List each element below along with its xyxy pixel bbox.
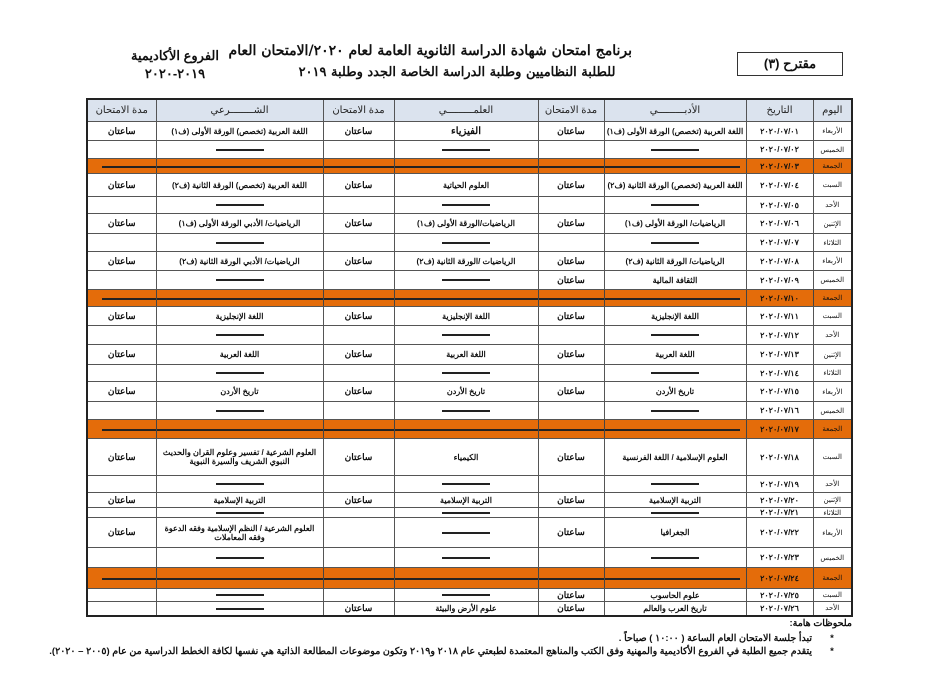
literary-subject-cell: تاريخ الأردن — [604, 382, 746, 402]
scientific-subject-cell: العلوم الحياتية — [394, 174, 538, 197]
branch-info — [95, 47, 255, 83]
table-row — [87, 234, 852, 252]
sharia-subject-cell — [156, 602, 323, 616]
day-cell: الخميس — [813, 271, 852, 290]
day-cell: الجمعة — [813, 420, 852, 439]
literary-duration-cell: ساعتان — [538, 122, 604, 141]
table-row — [87, 508, 852, 518]
sharia-duration-cell: ساعتان — [87, 493, 156, 508]
no-exam-dash-icon — [216, 608, 264, 610]
holiday-strike-cell — [323, 568, 394, 589]
day-cell: الثلاثاء — [813, 508, 852, 518]
literary-duration-cell: ساعتان — [538, 518, 604, 548]
literary-duration-cell — [538, 402, 604, 420]
day-cell: السبت — [813, 589, 852, 602]
no-exam-dash-icon — [216, 204, 264, 206]
day-cell: الأحد — [813, 602, 852, 616]
holiday-strike-cell — [604, 159, 746, 174]
date-cell: ٢٠٢٠/٠٧/٠٤ — [746, 174, 813, 197]
scientific-subject-cell — [394, 518, 538, 548]
literary-subject-cell — [604, 234, 746, 252]
no-exam-dash-icon — [442, 557, 490, 559]
scientific-subject-cell — [394, 402, 538, 420]
date-cell: ٢٠٢٠/٠٧/١٦ — [746, 402, 813, 420]
no-exam-dash-icon — [442, 334, 490, 336]
header-sharia: الشــــــــرعي — [156, 99, 323, 122]
friday-row — [87, 159, 852, 174]
branch-year: ٢٠١٩-٢٠٢٠ — [144, 66, 206, 81]
scientific-subject-cell — [394, 548, 538, 568]
scientific-subject-cell — [394, 365, 538, 382]
literary-duration-cell: ساعتان — [538, 345, 604, 365]
sharia-duration-cell — [87, 589, 156, 602]
scientific-subject-cell — [394, 197, 538, 214]
day-cell: الأحد — [813, 326, 852, 345]
literary-duration-cell: ساعتان — [538, 271, 604, 290]
sharia-duration-cell — [87, 197, 156, 214]
literary-subject-cell: تاريخ العرب والعالم — [604, 602, 746, 616]
no-exam-dash-icon — [651, 334, 699, 336]
header-literary-duration: مدة الامتحان — [538, 99, 604, 122]
table-row — [87, 589, 852, 602]
no-exam-dash-icon — [651, 149, 699, 151]
literary-duration-cell: ساعتان — [538, 252, 604, 271]
scientific-subject-cell: تاريخ الأردن — [394, 382, 538, 402]
header-scientific-duration: مدة الامتحان — [323, 99, 394, 122]
table-row — [87, 548, 852, 568]
literary-subject-cell: الجغرافيا — [604, 518, 746, 548]
literary-subject-cell: العلوم الإسلامية / اللغة الفرنسية — [604, 439, 746, 476]
no-exam-dash-icon — [651, 372, 699, 374]
literary-subject-cell: الثقافة المالية — [604, 271, 746, 290]
literary-duration-cell — [538, 197, 604, 214]
date-cell: ٢٠٢٠/٠٧/١٥ — [746, 382, 813, 402]
literary-duration-cell — [538, 326, 604, 345]
document-title — [228, 40, 632, 84]
date-cell: ٢٠٢٠/٠٧/٠١ — [746, 122, 813, 141]
no-exam-dash-icon — [216, 410, 264, 412]
literary-duration-cell: ساعتان — [538, 602, 604, 616]
date-cell: ٢٠٢٠/٠٧/٠٨ — [746, 252, 813, 271]
day-cell: السبت — [813, 439, 852, 476]
scientific-duration-cell — [323, 548, 394, 568]
friday-row — [87, 420, 852, 439]
table-row — [87, 345, 852, 365]
literary-duration-cell: ساعتان — [538, 439, 604, 476]
proposal-label: مقترح (٣) — [737, 52, 843, 76]
no-exam-dash-icon — [216, 594, 264, 596]
day-cell: السبت — [813, 307, 852, 326]
table-body — [87, 122, 852, 616]
header-scientific: العلمـــــــــي — [394, 99, 538, 122]
note-item — [70, 632, 852, 645]
date-cell: ٢٠٢٠/٠٧/٢٣ — [746, 548, 813, 568]
holiday-strike-cell — [538, 159, 604, 174]
scientific-subject-cell: الكيمياء — [394, 439, 538, 476]
sharia-subject-cell: الرياضيات/ الأدبي الورقة الثانية (ف٢) — [156, 252, 323, 271]
scientific-duration-cell — [323, 197, 394, 214]
no-exam-dash-icon — [442, 512, 490, 514]
sharia-subject-cell: اللغة العربية (تخصص) الورقة الثانية (ف٢) — [156, 174, 323, 197]
title-line-1: برنامج امتحان شهادة الدراسة الثانوية العامة لعام ٢٠٢٠/الامتحان العام — [228, 43, 632, 59]
holiday-strike-cell — [394, 290, 538, 307]
sharia-duration-cell: ساعتان — [87, 439, 156, 476]
holiday-strike-cell — [156, 159, 323, 174]
header-day: اليوم — [813, 99, 852, 122]
scientific-subject-cell: الرياضيات/الورقة الأولى (ف١) — [394, 214, 538, 234]
literary-subject-cell — [604, 326, 746, 345]
table-header-row — [87, 99, 852, 122]
scientific-duration-cell — [323, 326, 394, 345]
scientific-subject-cell — [394, 508, 538, 518]
sharia-subject-cell: التربية الإسلامية — [156, 493, 323, 508]
table-row — [87, 307, 852, 326]
no-exam-dash-icon — [216, 149, 264, 151]
literary-subject-cell: الرياضيات/ الورقة الثانية (ف٢) — [604, 252, 746, 271]
scientific-duration-cell — [323, 365, 394, 382]
no-exam-dash-icon — [442, 242, 490, 244]
scientific-duration-cell: ساعتان — [323, 214, 394, 234]
branch-title: الفروع الأكاديمية — [131, 48, 219, 63]
no-exam-dash-icon — [216, 279, 264, 281]
sharia-duration-cell — [87, 508, 156, 518]
day-cell: الخميس — [813, 141, 852, 159]
holiday-strike-cell — [604, 290, 746, 307]
no-exam-dash-icon — [442, 204, 490, 206]
literary-subject-cell — [604, 548, 746, 568]
sharia-subject-cell: اللغة العربية — [156, 345, 323, 365]
sharia-subject-cell — [156, 365, 323, 382]
scientific-duration-cell — [323, 141, 394, 159]
sharia-duration-cell: ساعتان — [87, 518, 156, 548]
bullet-icon: * — [830, 646, 834, 657]
date-cell: ٢٠٢٠/٠٧/٠٣ — [746, 159, 813, 174]
date-cell: ٢٠٢٠/٠٧/٢٦ — [746, 602, 813, 616]
note-text: تبدأ جلسة الامتحان العام الساعة ( ١٠:٠٠ ) صباحاً . — [618, 633, 812, 644]
holiday-strike-cell — [394, 420, 538, 439]
scientific-subject-cell: اللغة الإنجليزية — [394, 307, 538, 326]
sharia-subject-cell — [156, 234, 323, 252]
holiday-strike-cell — [156, 290, 323, 307]
sharia-duration-cell — [87, 141, 156, 159]
table-row — [87, 141, 852, 159]
holiday-strike-cell — [394, 159, 538, 174]
scientific-duration-cell: ساعتان — [323, 439, 394, 476]
table-row — [87, 493, 852, 508]
sharia-duration-cell: ساعتان — [87, 307, 156, 326]
holiday-strike-cell — [323, 290, 394, 307]
sharia-duration-cell — [87, 271, 156, 290]
literary-subject-cell: اللغة العربية (تخصص) الورقة الثانية (ف٢) — [604, 174, 746, 197]
scientific-duration-cell — [323, 271, 394, 290]
literary-subject-cell: اللغة الإنجليزية — [604, 307, 746, 326]
sharia-subject-cell — [156, 197, 323, 214]
note-item — [49, 645, 852, 658]
date-cell: ٢٠٢٠/٠٧/١٤ — [746, 365, 813, 382]
no-exam-dash-icon — [216, 372, 264, 374]
no-exam-dash-icon — [651, 204, 699, 206]
day-cell: الأربعاء — [813, 518, 852, 548]
day-cell: الجمعة — [813, 568, 852, 589]
date-cell: ٢٠٢٠/٠٧/٢١ — [746, 508, 813, 518]
date-cell: ٢٠٢٠/٠٧/١٧ — [746, 420, 813, 439]
day-cell: الإثنين — [813, 493, 852, 508]
scientific-subject-cell: علوم الأرض والبيئة — [394, 602, 538, 616]
literary-duration-cell: ساعتان — [538, 493, 604, 508]
holiday-strike-cell — [604, 420, 746, 439]
sharia-duration-cell — [87, 548, 156, 568]
table-row — [87, 518, 852, 548]
scientific-subject-cell — [394, 271, 538, 290]
literary-duration-cell: ساعتان — [538, 174, 604, 197]
scientific-subject-cell — [394, 589, 538, 602]
table-row — [87, 122, 852, 141]
literary-subject-cell: علوم الحاسوب — [604, 589, 746, 602]
day-cell: الثلاثاء — [813, 365, 852, 382]
sharia-duration-cell — [87, 234, 156, 252]
bullet-icon: * — [830, 633, 834, 644]
day-cell: الخميس — [813, 548, 852, 568]
literary-duration-cell — [538, 141, 604, 159]
table-row — [87, 271, 852, 290]
scientific-duration-cell — [323, 476, 394, 493]
scientific-subject-cell: التربية الإسلامية — [394, 493, 538, 508]
sharia-subject-cell: العلوم الشرعية / النظم الإسلامية وفقه الدعوة وفقه المعاملات — [156, 518, 323, 548]
sharia-subject-cell — [156, 402, 323, 420]
no-exam-dash-icon — [442, 483, 490, 485]
date-cell: ٢٠٢٠/٠٧/١٣ — [746, 345, 813, 365]
scientific-duration-cell — [323, 589, 394, 602]
table-row — [87, 365, 852, 382]
scientific-subject-cell — [394, 326, 538, 345]
sharia-subject-cell — [156, 271, 323, 290]
scientific-duration-cell: ساعتان — [323, 252, 394, 271]
literary-subject-cell — [604, 508, 746, 518]
no-exam-dash-icon — [442, 532, 490, 534]
holiday-strike-cell — [538, 420, 604, 439]
scientific-duration-cell: ساعتان — [323, 345, 394, 365]
holiday-strike-cell — [538, 568, 604, 589]
scientific-subject-cell: الرياضيات /الورقة الثانية (ف٢) — [394, 252, 538, 271]
table-row — [87, 402, 852, 420]
literary-duration-cell: ساعتان — [538, 382, 604, 402]
table-row — [87, 476, 852, 493]
holiday-strike-cell — [87, 420, 156, 439]
sharia-duration-cell — [87, 365, 156, 382]
day-cell: السبت — [813, 174, 852, 197]
sharia-subject-cell: العلوم الشرعية / تفسير وعلوم القران والحديث النبوي الشريف والسيرة النبوية — [156, 439, 323, 476]
sharia-duration-cell — [87, 402, 156, 420]
literary-subject-cell — [604, 476, 746, 493]
day-cell: الأربعاء — [813, 252, 852, 271]
literary-subject-cell — [604, 197, 746, 214]
literary-duration-cell: ساعتان — [538, 307, 604, 326]
no-exam-dash-icon — [651, 483, 699, 485]
literary-subject-cell: اللغة العربية — [604, 345, 746, 365]
scientific-duration-cell — [323, 234, 394, 252]
scientific-duration-cell: ساعتان — [323, 382, 394, 402]
sharia-duration-cell: ساعتان — [87, 174, 156, 197]
day-cell: الأحد — [813, 197, 852, 214]
table-row — [87, 439, 852, 476]
sharia-subject-cell — [156, 589, 323, 602]
sharia-duration-cell — [87, 326, 156, 345]
scientific-subject-cell — [394, 141, 538, 159]
holiday-strike-cell — [323, 420, 394, 439]
day-cell: الإثنين — [813, 214, 852, 234]
table-row — [87, 197, 852, 214]
no-exam-dash-icon — [651, 557, 699, 559]
day-cell: الأربعاء — [813, 382, 852, 402]
no-exam-dash-icon — [216, 483, 264, 485]
sharia-subject-cell: الرياضيات/ الأدبي الورقة الأولى (ف١) — [156, 214, 323, 234]
note-text: يتقدم جميع الطلبة في الفروع الأكاديمية والمهنية وفق الكتب والمناهج المعتمدة لطبعتي عام ٢٠١٨ و٢٠١٩ وتكون موضوعات المطالعة الذاتية هي نفسها لكافة الخطط الدراسية من عام (٢٠٠٥ – ٢٠٢٠). — [49, 646, 812, 657]
table-row — [87, 602, 852, 616]
no-exam-dash-icon — [651, 242, 699, 244]
literary-subject-cell — [604, 365, 746, 382]
no-exam-dash-icon — [442, 372, 490, 374]
scientific-duration-cell: ساعتان — [323, 602, 394, 616]
sharia-duration-cell: ساعتان — [87, 382, 156, 402]
header-date: التاريخ — [746, 99, 813, 122]
sharia-subject-cell: اللغة الإنجليزية — [156, 307, 323, 326]
no-exam-dash-icon — [442, 149, 490, 151]
literary-duration-cell: ساعتان — [538, 589, 604, 602]
literary-duration-cell — [538, 548, 604, 568]
holiday-strike-cell — [87, 290, 156, 307]
day-cell: الجمعة — [813, 290, 852, 307]
date-cell: ٢٠٢٠/٠٧/٠٥ — [746, 197, 813, 214]
holiday-strike-cell — [604, 568, 746, 589]
no-exam-dash-icon — [651, 512, 699, 514]
sharia-subject-cell — [156, 548, 323, 568]
date-cell: ٢٠٢٠/٠٧/٠٧ — [746, 234, 813, 252]
sharia-subject-cell — [156, 141, 323, 159]
no-exam-dash-icon — [442, 410, 490, 412]
holiday-strike-cell — [538, 290, 604, 307]
date-cell: ٢٠٢٠/٠٧/٢٥ — [746, 589, 813, 602]
literary-subject-cell: الرياضيات/ الورقة الأولى (ف١) — [604, 214, 746, 234]
notes-title: ملحوظات هامة: — [789, 618, 852, 629]
scientific-duration-cell: ساعتان — [323, 493, 394, 508]
literary-duration-cell — [538, 234, 604, 252]
no-exam-dash-icon — [216, 334, 264, 336]
no-exam-dash-icon — [651, 410, 699, 412]
table-row — [87, 252, 852, 271]
scientific-duration-cell: ساعتان — [323, 174, 394, 197]
day-cell: الأحد — [813, 476, 852, 493]
holiday-strike-cell — [156, 568, 323, 589]
scientific-duration-cell — [323, 402, 394, 420]
sharia-subject-cell: اللغة العربية (تخصص) الورقة الأولى (ف١) — [156, 122, 323, 141]
literary-duration-cell — [538, 508, 604, 518]
literary-duration-cell — [538, 476, 604, 493]
table-row — [87, 326, 852, 345]
header-sharia-duration: مدة الامتحان — [87, 99, 156, 122]
sharia-duration-cell: ساعتان — [87, 345, 156, 365]
day-cell: الخميس — [813, 402, 852, 420]
scientific-subject-cell — [394, 476, 538, 493]
day-cell: الأربعاء — [813, 122, 852, 141]
sharia-subject-cell — [156, 508, 323, 518]
notes-section — [49, 616, 852, 658]
date-cell: ٢٠٢٠/٠٧/٢٤ — [746, 568, 813, 589]
table-row — [87, 382, 852, 402]
holiday-strike-cell — [87, 568, 156, 589]
day-cell: الثلاثاء — [813, 234, 852, 252]
date-cell: ٢٠٢٠/٠٧/١٨ — [746, 439, 813, 476]
friday-row — [87, 290, 852, 307]
literary-subject-cell — [604, 141, 746, 159]
sharia-duration-cell — [87, 602, 156, 616]
holiday-strike-cell — [394, 568, 538, 589]
date-cell: ٢٠٢٠/٠٧/١٠ — [746, 290, 813, 307]
no-exam-dash-icon — [442, 279, 490, 281]
no-exam-dash-icon — [442, 594, 490, 596]
literary-subject-cell: التربية الإسلامية — [604, 493, 746, 508]
scientific-subject-cell — [394, 234, 538, 252]
title-line-2: للطلبة النظاميين وطلبة الدراسة الخاصة الجدد وطلبة ٢٠١٩ — [298, 65, 616, 80]
literary-subject-cell: اللغة العربية (تخصص) الورقة الأولى (ف١) — [604, 122, 746, 141]
sharia-duration-cell — [87, 476, 156, 493]
date-cell: ٢٠٢٠/٠٧/١١ — [746, 307, 813, 326]
literary-duration-cell: ساعتان — [538, 214, 604, 234]
date-cell: ٢٠٢٠/٠٧/٠٦ — [746, 214, 813, 234]
holiday-strike-cell — [87, 159, 156, 174]
header-literary: الأدبـــــــــي — [604, 99, 746, 122]
literary-duration-cell — [538, 365, 604, 382]
no-exam-dash-icon — [216, 512, 264, 514]
sharia-duration-cell: ساعتان — [87, 214, 156, 234]
date-cell: ٢٠٢٠/٠٧/٢٢ — [746, 518, 813, 548]
scientific-duration-cell — [323, 508, 394, 518]
sharia-duration-cell: ساعتان — [87, 122, 156, 141]
friday-row — [87, 568, 852, 589]
day-cell: الجمعة — [813, 159, 852, 174]
scientific-duration-cell: ساعتان — [323, 122, 394, 141]
holiday-strike-cell — [323, 159, 394, 174]
date-cell: ٢٠٢٠/٠٧/١٢ — [746, 326, 813, 345]
scientific-duration-cell — [323, 518, 394, 548]
no-exam-dash-icon — [216, 557, 264, 559]
date-cell: ٢٠٢٠/٠٧/٠٢ — [746, 141, 813, 159]
holiday-strike-cell — [156, 420, 323, 439]
day-cell: الإثنين — [813, 345, 852, 365]
literary-subject-cell — [604, 402, 746, 420]
no-exam-dash-icon — [216, 242, 264, 244]
scientific-subject-cell: الفيزياء — [394, 122, 538, 141]
date-cell: ٢٠٢٠/٠٧/٠٩ — [746, 271, 813, 290]
date-cell: ٢٠٢٠/٠٧/٢٠ — [746, 493, 813, 508]
date-cell: ٢٠٢٠/٠٧/١٩ — [746, 476, 813, 493]
sharia-subject-cell — [156, 326, 323, 345]
sharia-subject-cell: تاريخ الأردن — [156, 382, 323, 402]
sharia-duration-cell: ساعتان — [87, 252, 156, 271]
table-row — [87, 174, 852, 197]
sharia-subject-cell — [156, 476, 323, 493]
scientific-subject-cell: اللغة العربية — [394, 345, 538, 365]
exam-schedule-table — [86, 98, 853, 617]
table-row — [87, 214, 852, 234]
scientific-duration-cell: ساعتان — [323, 307, 394, 326]
